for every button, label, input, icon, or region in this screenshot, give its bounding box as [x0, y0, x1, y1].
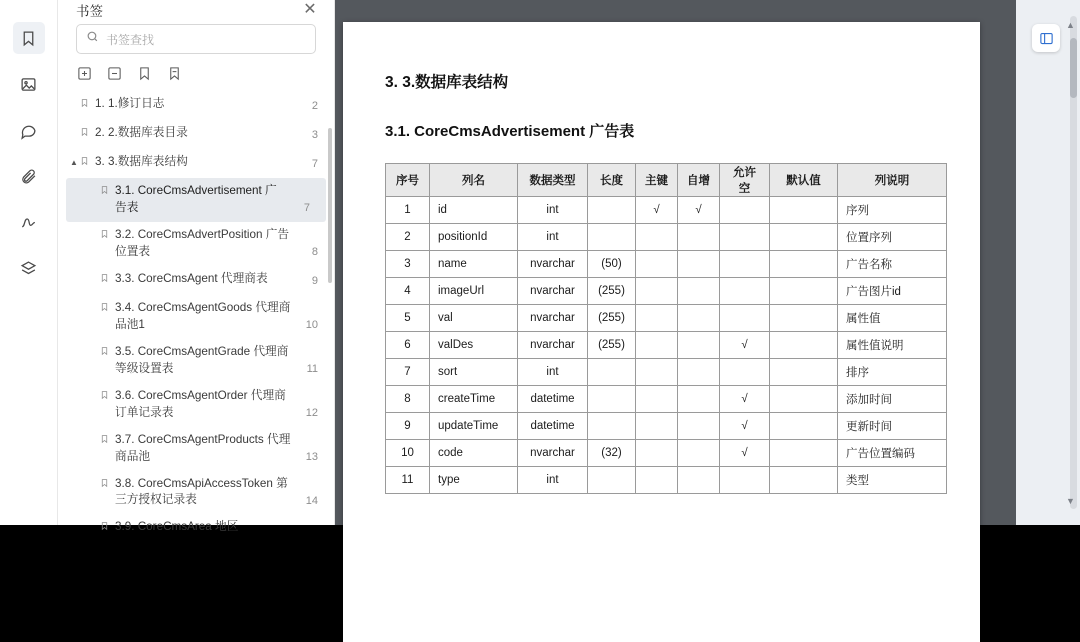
layers-icon[interactable] — [13, 252, 45, 284]
table-column-header: 允许空 — [720, 164, 770, 197]
table-cell: 排序 — [838, 359, 947, 386]
panel-title: 书签 — [76, 4, 103, 19]
table-column-header: 列名 — [430, 164, 518, 197]
table-cell: 5 — [386, 305, 430, 332]
table-cell — [588, 224, 636, 251]
bookmark-item[interactable] — [66, 222, 334, 266]
table-title: 3.1. CoreCmsAdvertisement 广告表 — [385, 123, 635, 140]
bookmark-item[interactable] — [66, 149, 334, 178]
table-column-header: 数据类型 — [518, 164, 588, 197]
bookmark-item-icon — [100, 183, 115, 202]
add-bookmark-icon[interactable] — [76, 65, 93, 82]
table-cell — [678, 332, 720, 359]
bookmark-item-label: 3.2. CoreCmsAdvertPosition 广告位置表 — [115, 227, 290, 258]
bookmark-item-icon — [100, 300, 115, 319]
table-cell — [720, 467, 770, 494]
table-cell: datetime — [518, 386, 588, 413]
expand-arrow-icon[interactable] — [88, 476, 100, 479]
scroll-down-icon[interactable]: ▼ — [1066, 495, 1075, 506]
document-viewer — [335, 0, 1016, 525]
table-cell — [636, 278, 678, 305]
table-cell — [770, 332, 838, 359]
table-cell: 序列 — [838, 197, 947, 224]
bookmark-item-page: 8 — [311, 245, 318, 258]
bookmark-item-label: 1. 1.修订日志 — [95, 97, 165, 110]
expand-arrow-icon[interactable] — [88, 344, 100, 347]
table-cell: int — [518, 197, 588, 224]
table-cell — [588, 197, 636, 224]
table-row — [386, 413, 947, 440]
bookmark-item-icon — [100, 227, 115, 246]
table-cell: nvarchar — [518, 440, 588, 467]
table-row — [386, 305, 947, 332]
table-row — [386, 224, 947, 251]
table-cell — [770, 224, 838, 251]
expand-arrow-icon[interactable] — [88, 227, 100, 230]
table-cell — [720, 359, 770, 386]
table-cell: 4 — [386, 278, 430, 305]
table-cell: nvarchar — [518, 332, 588, 359]
table-cell — [720, 305, 770, 332]
table-row — [386, 467, 947, 494]
bookmark-item-icon — [80, 154, 95, 173]
table-cell: 广告位置编码 — [838, 440, 947, 467]
table-cell — [678, 251, 720, 278]
table-cell — [720, 251, 770, 278]
table-cell — [678, 440, 720, 467]
panel-scrollbar[interactable] — [328, 128, 332, 283]
table-cell: valDes — [430, 332, 518, 359]
bookmark-item-label: 3.1. CoreCmsAdvertisement 广告表 — [115, 183, 277, 214]
table-cell: (255) — [588, 332, 636, 359]
close-icon[interactable]: ✕ — [303, 1, 317, 18]
table-cell: sort — [430, 359, 518, 386]
table-cell: 1 — [386, 197, 430, 224]
table-cell — [636, 305, 678, 332]
table-cell: positionId — [430, 224, 518, 251]
table-row — [386, 251, 947, 278]
expand-arrow-icon[interactable]: ▲ — [70, 157, 78, 167]
table-cell: 8 — [386, 386, 430, 413]
bookmark-item-icon — [100, 519, 115, 538]
bookmark-item[interactable] — [66, 471, 334, 515]
bookmark-item-label: 3.4. CoreCmsAgentGoods 代理商品池1 — [115, 300, 291, 331]
bookmark-item-icon — [80, 96, 95, 115]
table-cell: (50) — [588, 251, 636, 278]
table-cell — [636, 440, 678, 467]
search-icon — [86, 30, 99, 48]
bookmark-item-page: 9 — [311, 274, 318, 287]
search-container — [58, 20, 334, 54]
table-cell: 属性值说明 — [838, 332, 947, 359]
table-cell — [678, 386, 720, 413]
bookmark-item[interactable] — [66, 383, 334, 427]
bookmark-prev-icon[interactable] — [136, 65, 153, 82]
table-column-header: 主键 — [636, 164, 678, 197]
right-strip — [1016, 0, 1080, 525]
bookmark-item[interactable] — [66, 295, 334, 339]
table-cell — [636, 332, 678, 359]
table-cell — [770, 413, 838, 440]
table-cell: id — [430, 197, 518, 224]
table-cell — [588, 386, 636, 413]
table-cell — [636, 413, 678, 440]
table-cell: √ — [720, 413, 770, 440]
table-cell: int — [518, 467, 588, 494]
table-row — [386, 440, 947, 467]
table-cell: type — [430, 467, 518, 494]
bookmark-item[interactable] — [66, 178, 326, 222]
bookmark-item-page: 14 — [305, 494, 318, 507]
table-cell: (255) — [588, 278, 636, 305]
table-cell — [636, 467, 678, 494]
bookmark-panel — [58, 0, 335, 534]
bookmark-item-label: 3.7. CoreCmsAgentProducts 代理商品池 — [115, 432, 291, 463]
table-cell — [588, 359, 636, 386]
table-cell: 7 — [386, 359, 430, 386]
document-scrollbar[interactable] — [1066, 16, 1077, 509]
table-cell — [678, 305, 720, 332]
attachment-icon[interactable] — [13, 160, 45, 192]
table-cell: (255) — [588, 305, 636, 332]
bookmark-item-page: 12 — [305, 406, 318, 419]
table-cell — [678, 467, 720, 494]
scrollbar-thumb[interactable] — [1070, 38, 1077, 98]
bookmark-next-icon[interactable] — [166, 65, 183, 82]
page-title: 3. 3.数据库表结构 — [385, 74, 509, 91]
bookmark-item-page: 7 — [311, 157, 318, 170]
search-placeholder: 书签查找 — [106, 32, 155, 47]
table-column-header: 默认值 — [770, 164, 838, 197]
table-cell — [770, 359, 838, 386]
table-cell: 9 — [386, 413, 430, 440]
bookmark-item[interactable] — [66, 91, 334, 120]
expand-arrow-icon[interactable] — [88, 432, 100, 435]
bookmark-toolbar — [58, 54, 334, 91]
table-cell — [770, 197, 838, 224]
table-column-header: 列说明 — [838, 164, 947, 197]
table-cell: int — [518, 359, 588, 386]
table-header-row — [386, 164, 947, 197]
expand-arrow-icon[interactable] — [88, 300, 100, 303]
table-cell — [678, 278, 720, 305]
table-cell — [678, 413, 720, 440]
table-cell: int — [518, 224, 588, 251]
table-cell: √ — [678, 197, 720, 224]
table-cell: code — [430, 440, 518, 467]
bookmark-item-page: 7 — [303, 201, 310, 214]
table-cell: name — [430, 251, 518, 278]
table-column-header: 序号 — [386, 164, 430, 197]
table-cell: 广告图片id — [838, 278, 947, 305]
bookmark-item-page: 11 — [306, 362, 318, 375]
table-cell — [636, 251, 678, 278]
table-cell: (32) — [588, 440, 636, 467]
table-cell — [636, 359, 678, 386]
table-cell — [720, 278, 770, 305]
bookmark-item-page: 13 — [305, 450, 318, 463]
panel-toggle-icon[interactable] — [1032, 24, 1060, 52]
expand-arrow-icon[interactable] — [68, 96, 80, 99]
table-cell: datetime — [518, 413, 588, 440]
table-body — [386, 197, 947, 494]
expand-arrow-icon[interactable] — [68, 125, 80, 128]
table-cell: nvarchar — [518, 305, 588, 332]
bookmark-item-label: 3.8. CoreCmsApiAccessToken 第三方授权记录表 — [115, 476, 288, 507]
table-cell: 位置序列 — [838, 224, 947, 251]
signature-icon[interactable] — [13, 206, 45, 238]
expand-arrow-icon[interactable] — [88, 388, 100, 391]
bookmark-tree — [58, 91, 334, 543]
table-cell: 2 — [386, 224, 430, 251]
table-cell: 11 — [386, 467, 430, 494]
table-cell — [770, 251, 838, 278]
bookmark-item-page: 2 — [311, 100, 318, 113]
table-row — [386, 386, 947, 413]
table-row — [386, 197, 947, 224]
table-cell: √ — [720, 440, 770, 467]
table-cell: 6 — [386, 332, 430, 359]
bookmark-item[interactable] — [66, 514, 334, 543]
table-cell: val — [430, 305, 518, 332]
bookmark-item-label: 2. 2.数据库表目录 — [95, 125, 188, 139]
table-cell — [588, 413, 636, 440]
table-column-header: 长度 — [588, 164, 636, 197]
table-cell: 属性值 — [838, 305, 947, 332]
table-cell: √ — [720, 386, 770, 413]
bookmark-item-page: 10 — [305, 318, 318, 331]
expand-arrow-icon[interactable] — [88, 183, 100, 186]
bookmark-item[interactable] — [66, 120, 334, 149]
table-cell: nvarchar — [518, 251, 588, 278]
bookmark-item[interactable] — [66, 427, 334, 471]
table-cell — [720, 197, 770, 224]
expand-arrow-icon[interactable] — [88, 271, 100, 274]
bookmark-item[interactable] — [66, 339, 334, 383]
search-input[interactable] — [76, 24, 316, 54]
bookmark-icon[interactable] — [13, 22, 45, 54]
bookmark-item-label: 3.6. CoreCmsAgentOrder 代理商订单记录表 — [115, 388, 286, 419]
table-cell — [770, 278, 838, 305]
table-cell: √ — [636, 197, 678, 224]
table-cell — [636, 224, 678, 251]
table-cell — [720, 224, 770, 251]
table-column-header: 自增 — [678, 164, 720, 197]
table-cell: updateTime — [430, 413, 518, 440]
table-cell — [588, 467, 636, 494]
table-cell — [770, 386, 838, 413]
bookmark-item-label: 3.3. CoreCmsAgent 代理商表 — [115, 271, 268, 285]
bookmark-item-icon — [100, 344, 115, 363]
bookmark-item-page: 3 — [311, 129, 318, 141]
table-cell: 广告名称 — [838, 251, 947, 278]
table-cell — [770, 467, 838, 494]
table-cell — [770, 440, 838, 467]
bookmark-item-label: 3. 3.数据库表结构 — [95, 154, 188, 168]
collapse-icon[interactable] — [106, 65, 123, 82]
table-cell: 类型 — [838, 467, 947, 494]
bookmark-item-icon — [100, 388, 115, 407]
bookmark-item-label: 3.5. CoreCmsAgentGrade 代理商等级设置表 — [115, 344, 289, 375]
bookmark-panel-header — [58, 0, 334, 20]
bookmark-item-label: 3.9. CoreCmsArea 地区 — [115, 520, 239, 534]
table-cell: 10 — [386, 440, 430, 467]
table-row — [386, 278, 947, 305]
table-cell — [678, 359, 720, 386]
bookmark-item[interactable] — [66, 266, 334, 295]
table-cell — [678, 224, 720, 251]
table-cell — [770, 305, 838, 332]
bookmark-item-icon — [100, 432, 115, 451]
left-icon-rail — [0, 0, 58, 525]
table-row — [386, 332, 947, 359]
table-cell: createTime — [430, 386, 518, 413]
table-row — [386, 359, 947, 386]
expand-arrow-icon[interactable] — [88, 519, 100, 522]
bookmark-item-icon — [100, 476, 115, 495]
table-cell: 添加时间 — [838, 386, 947, 413]
table-cell: 3 — [386, 251, 430, 278]
table-cell: nvarchar — [518, 278, 588, 305]
document-page — [343, 22, 980, 642]
table-cell: √ — [720, 332, 770, 359]
table-cell: 更新时间 — [838, 413, 947, 440]
bookmark-item-icon — [100, 271, 115, 290]
scroll-up-icon[interactable]: ▲ — [1066, 19, 1075, 30]
comment-icon[interactable] — [13, 114, 45, 146]
thumbnail-icon[interactable] — [13, 68, 45, 100]
table-cell: imageUrl — [430, 278, 518, 305]
table-cell — [636, 386, 678, 413]
bookmark-item-icon — [80, 125, 95, 144]
database-table — [385, 163, 947, 494]
